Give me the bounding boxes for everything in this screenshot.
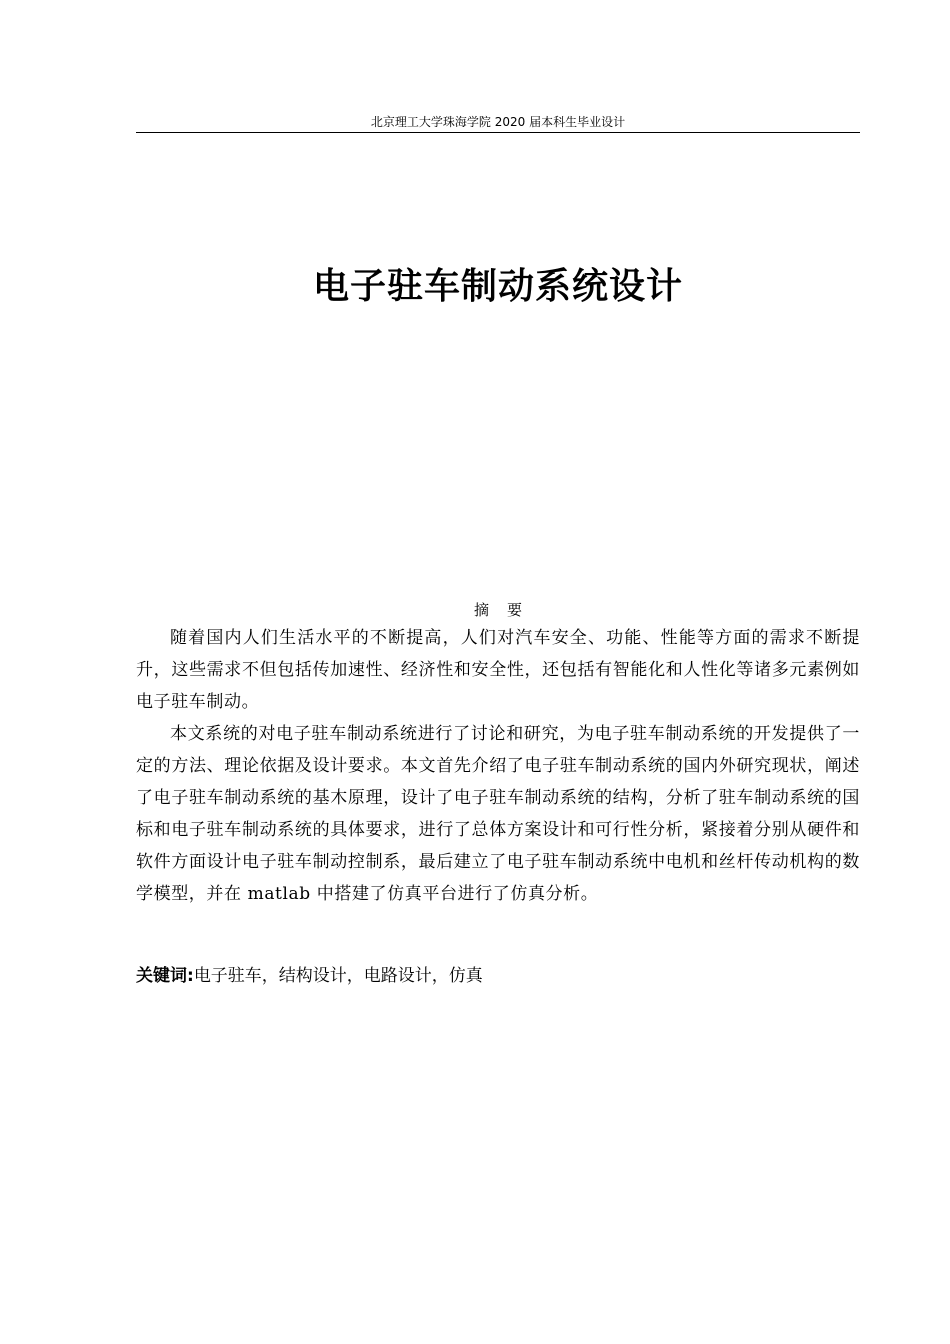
keywords-label: 关键词: [136, 966, 194, 986]
keywords-line [136, 961, 860, 991]
abstract-body [136, 622, 860, 910]
abstract-paragraph-1: 随着国内人们生活水平的不断提高，人们对汽车安全、功能、性能等方面的需求不断提升，这些需求不但包括传加速性、经济性和安全性，还包括有智能化和人性化等诸多元素例如电子驻车制动。 [136, 628, 860, 712]
abstract-heading: 摘要 [473, 601, 540, 619]
document-title: 电子驻车制动系统设计 [312, 266, 683, 307]
running-header: 北京理工大学珠海学院 2020 届本科生毕业设计 [370, 115, 626, 129]
abstract-paragraph-2: 本文系统的对电子驻车制动系统进行了讨论和研究，为电子驻车制动系统的开发提供了一定的方法、理论依据及设计要求。本文首先介绍了电子驻车制动系统的国内外研究现状，阐述了电子驻车制动系统的基木原理，设计了电子驻车制动系统的结构，分析了驻车制动系统的国标和电子驻车制动系统的具体要求，进行了总体方案设计和可行性分析，紧接着分别从硬件和软件方面设计电子驻车制动控制系，最后建立了电子驻车制动系统中电机和丝杆传动机构的数学模型，并在 matlab 中搭建了仿真平台进行了仿真分析。 [136, 724, 860, 904]
keywords-value: 电子驻车，结构设计，电路设计，仿真 [193, 966, 483, 986]
header-divider [136, 132, 860, 133]
